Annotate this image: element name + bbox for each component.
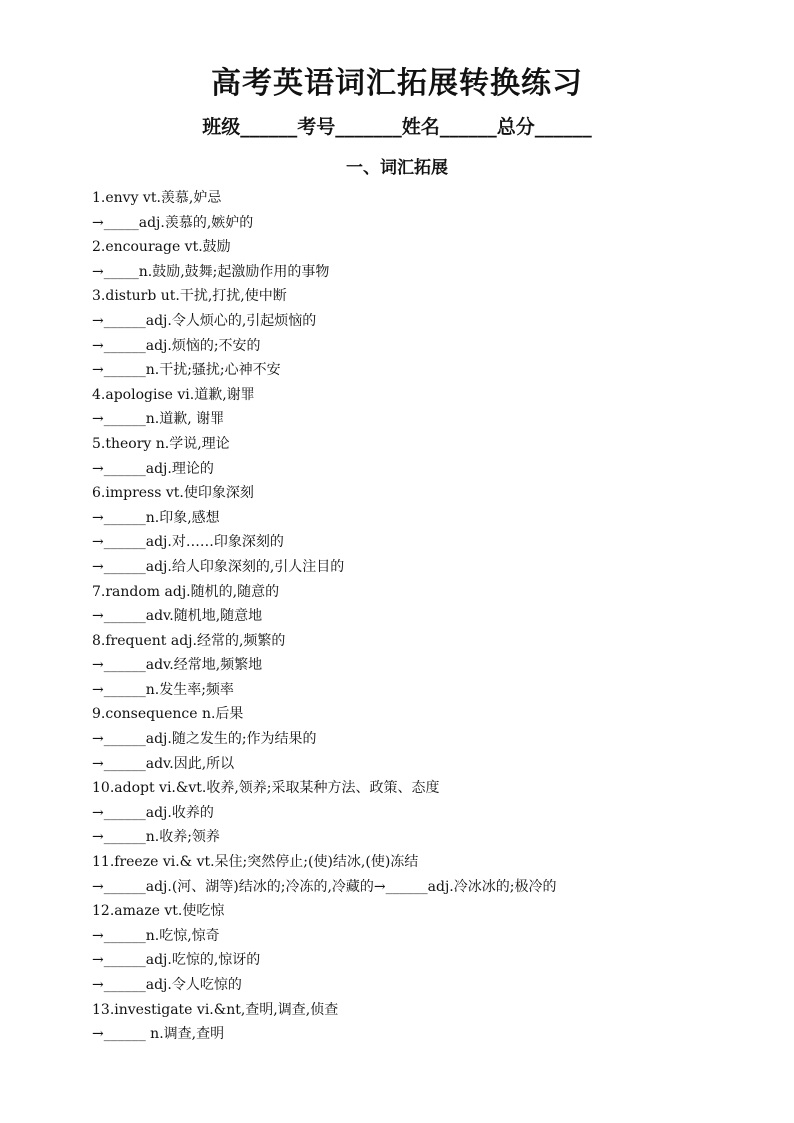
answer-line: →______adj.令人吃惊的 bbox=[92, 977, 242, 993]
answer-line: →______adj.对……印象深刻的 bbox=[92, 534, 284, 551]
answer-line: →______n.发生率;频率 bbox=[92, 681, 234, 698]
vocab-entry: 11.freeze vi.& vt.呆住;突然停止;(使)结冰,(使)冻结 bbox=[92, 854, 419, 871]
vocab-list bbox=[92, 186, 732, 1047]
answer-line: →______adj.烦恼的;不安的 bbox=[92, 337, 261, 354]
answer-line: →______adj.收养的 bbox=[92, 804, 214, 821]
page-title: 高考英语词汇拓展转换练习 bbox=[211, 66, 583, 101]
answer-line: →______adj.令人烦心的,引起烦恼的 bbox=[92, 312, 317, 329]
answer-line: →______adv.因此,所以 bbox=[92, 755, 235, 772]
answer-line: →______n.印象,感想 bbox=[92, 509, 220, 526]
answer-line: →______adv.随机地,随意地 bbox=[92, 608, 263, 625]
answer-line: →______adj.吃惊的,惊讶的 bbox=[92, 952, 261, 969]
vocab-entry: 2.encourage vt.鼓励 bbox=[92, 239, 231, 256]
answer-line: →_____adj.羡慕的,嫉妒的 bbox=[92, 214, 254, 231]
vocab-entry: 1.envy vt.羡慕,妒忌 bbox=[92, 190, 222, 206]
answer-line: →______adj.(河、湖等)结冰的;冷冻的,冷藏的→______adj.冷冰冰的;极冷的 bbox=[92, 878, 557, 895]
answer-line: →______adv.经常地,频繁地 bbox=[92, 657, 263, 674]
answer-line: →______n.干扰;骚扰;心神不安 bbox=[92, 362, 281, 379]
answer-line: →_____n.鼓励,鼓舞;起激励作用的事物 bbox=[92, 263, 330, 280]
answer-line: →______n.道歉, 谢罪 bbox=[92, 411, 225, 428]
vocab-entry: 8.frequent adj.经常的,频繁的 bbox=[92, 632, 286, 649]
answer-line: →______adj.理论的 bbox=[92, 460, 214, 477]
vocab-entry: 3.disturb ut.干扰,打扰,使中断 bbox=[92, 288, 287, 305]
vocab-entry: 13.investigate vi.&nt,查明,调查,侦查 bbox=[92, 1001, 339, 1018]
student-info-line: 班级______考号_______姓名______总分______ bbox=[202, 116, 592, 138]
answer-line: →______ n.调查,查明 bbox=[92, 1026, 225, 1043]
answer-line: →______n.收养;领养 bbox=[92, 829, 220, 846]
section-heading: 一、词汇拓展 bbox=[346, 158, 448, 178]
vocab-entry: 7.random adj.随机的,随意的 bbox=[92, 583, 280, 600]
vocab-entry: 9.consequence n.后果 bbox=[92, 706, 244, 723]
vocab-entry: 6.impress vt.使印象深刻 bbox=[92, 485, 254, 502]
answer-line: →______adj.给人印象深刻的,引人注目的 bbox=[92, 558, 345, 575]
answer-line: →______n.吃惊,惊奇 bbox=[92, 927, 220, 944]
vocab-entry: 10.adopt vi.&vt.收养,领养;采取某种方法、政策、态度 bbox=[92, 780, 440, 797]
vocab-entry: 4.apologise vi.道歉,谢罪 bbox=[92, 386, 255, 403]
vocab-entry: 5.theory n.学说,理论 bbox=[92, 435, 230, 452]
vocab-entry: 12.amaze vt.使吃惊 bbox=[92, 903, 225, 920]
answer-line: →______adj.随之发生的;作为结果的 bbox=[92, 731, 317, 748]
